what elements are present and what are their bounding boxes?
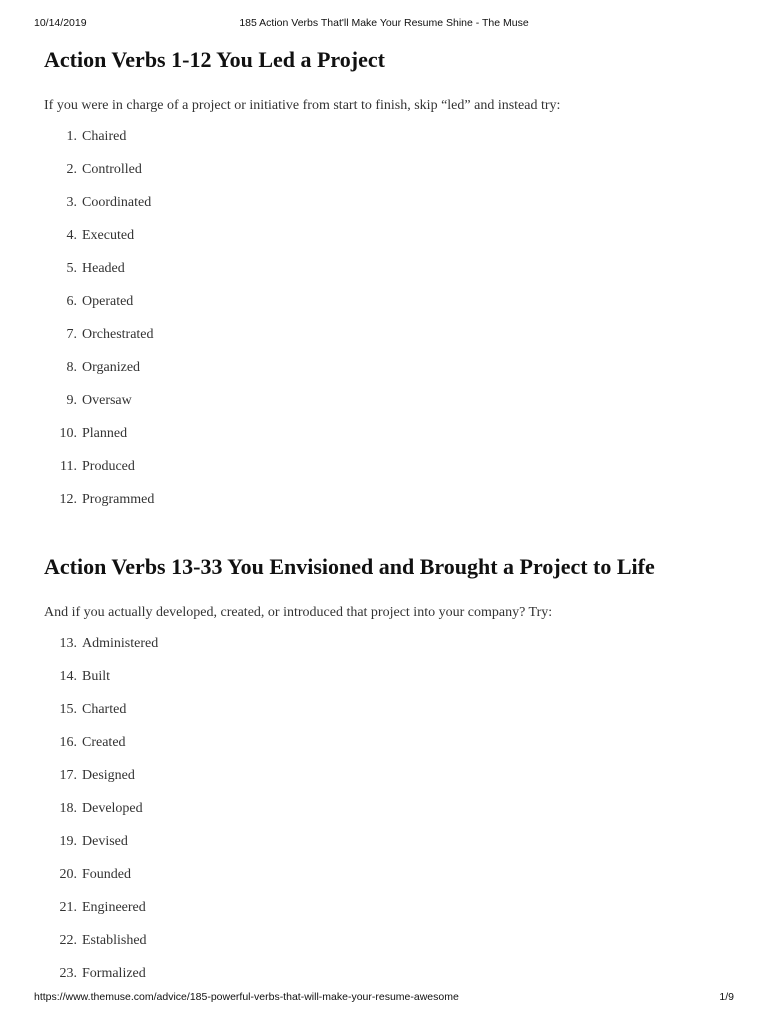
list-item-verb: Oversaw — [82, 393, 132, 408]
list-item-number: 16. — [59, 735, 77, 750]
list-item-number: 8. — [66, 360, 77, 375]
list-item-verb: Established — [82, 933, 147, 948]
list-item-verb: Engineered — [82, 900, 146, 915]
list-item-verb: Produced — [82, 459, 135, 474]
list-item — [44, 425, 734, 458]
print-header — [34, 17, 734, 31]
list-item — [44, 326, 734, 359]
section-heading: Action Verbs 1-12 You Led a Project — [44, 47, 385, 72]
list-item — [44, 635, 734, 668]
list-item-number: 2. — [66, 162, 77, 177]
list-item — [44, 491, 734, 524]
list-item — [44, 458, 734, 491]
verb-list — [44, 635, 734, 998]
list-item-verb: Designed — [82, 768, 135, 783]
list-item-verb: Devised — [82, 834, 128, 849]
list-item-verb: Administered — [82, 636, 159, 651]
list-item — [44, 701, 734, 734]
list-item — [44, 734, 734, 767]
list-item-number: 3. — [66, 195, 77, 210]
list-item-verb: Coordinated — [82, 195, 152, 210]
list-item-verb: Created — [82, 735, 126, 750]
list-item-verb: Operated — [82, 294, 134, 309]
list-item — [44, 392, 734, 425]
list-item — [44, 899, 734, 932]
list-item-number: 23. — [59, 966, 77, 981]
list-item-number: 1. — [66, 129, 77, 144]
list-item-number: 17. — [59, 768, 77, 783]
list-item-verb: Organized — [82, 360, 141, 375]
print-page-title: 185 Action Verbs That'll Make Your Resume Shine - The Muse — [239, 17, 529, 29]
section-led-project — [44, 43, 734, 524]
list-item-number: 14. — [59, 669, 77, 684]
section-heading: Action Verbs 13-33 You Envisioned and Brought a Project to Life — [44, 554, 655, 579]
section-intro: If you were in charge of a project or initiative from start to finish, skip “led” and instead try: — [44, 98, 561, 113]
list-item — [44, 293, 734, 326]
list-item — [44, 767, 734, 800]
list-item-number: 19. — [59, 834, 77, 849]
list-item — [44, 932, 734, 965]
list-item — [44, 833, 734, 866]
list-item-verb: Charted — [82, 702, 127, 717]
list-item-number: 10. — [59, 426, 77, 441]
list-item-verb: Controlled — [82, 162, 142, 177]
list-item-number: 5. — [66, 261, 77, 276]
list-item — [44, 227, 734, 260]
print-footer — [34, 991, 734, 1005]
list-item-number: 22. — [59, 933, 77, 948]
list-item-verb: Orchestrated — [82, 327, 154, 342]
list-item-number: 21. — [59, 900, 77, 915]
list-item-verb: Headed — [82, 261, 125, 276]
list-item-number: 11. — [60, 459, 77, 474]
list-item-verb: Formalized — [82, 966, 146, 981]
verb-list — [44, 128, 734, 524]
list-item — [44, 128, 734, 161]
print-date: 10/14/2019 — [34, 17, 87, 29]
list-item-verb: Built — [82, 669, 111, 684]
list-item-number: 20. — [59, 867, 77, 882]
list-item-number: 18. — [59, 801, 77, 816]
list-item-verb: Developed — [82, 801, 143, 816]
list-item-number: 12. — [59, 492, 77, 507]
list-item-verb: Founded — [82, 867, 131, 882]
list-item-verb: Executed — [82, 228, 135, 243]
list-item-number: 9. — [66, 393, 77, 408]
page-number: 1/9 — [719, 991, 734, 1003]
list-item-verb: Programmed — [82, 492, 155, 507]
list-item-verb: Planned — [82, 426, 128, 441]
article-content — [44, 40, 734, 981]
list-item — [44, 668, 734, 701]
list-item — [44, 161, 734, 194]
section-envisioned-project — [44, 550, 734, 998]
list-item-number: 7. — [66, 327, 77, 342]
list-item — [44, 800, 734, 833]
list-item — [44, 359, 734, 392]
print-url: https://www.themuse.com/advice/185-powerful-verbs-that-will-make-your-resume-awesome — [34, 991, 459, 1003]
list-item — [44, 866, 734, 899]
list-item-number: 4. — [66, 228, 77, 243]
list-item-verb: Chaired — [82, 129, 127, 144]
list-item-number: 13. — [59, 636, 77, 651]
list-item-number: 15. — [59, 702, 77, 717]
list-item — [44, 194, 734, 227]
section-intro: And if you actually developed, created, or introduced that project into your company? Try: — [44, 605, 553, 620]
list-item-number: 6. — [66, 294, 77, 309]
list-item — [44, 260, 734, 293]
